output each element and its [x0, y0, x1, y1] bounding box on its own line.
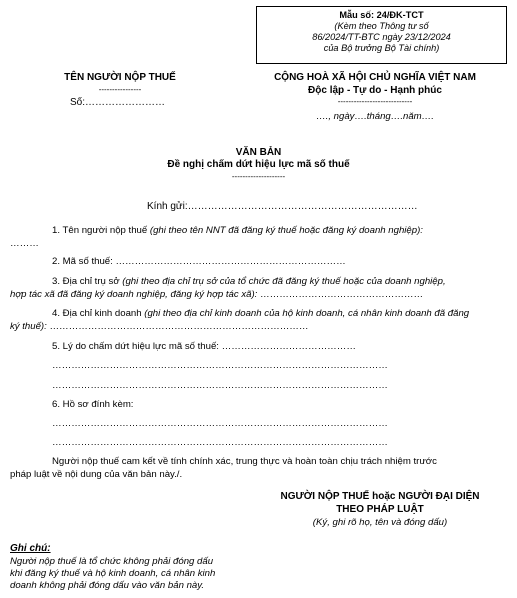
item-4-business-address — [52, 308, 469, 319]
notes-line-2: khi đăng ký thuế và hộ kinh doanh, cá nhân kinh — [10, 568, 216, 579]
notes-line-3: doanh không phải đóng dấu vào văn bản này. — [10, 580, 204, 591]
item-1-taxpayer-name — [52, 225, 423, 236]
form-code: Mẫu số: 24/ĐK-TCT — [339, 10, 424, 20]
form-legal-note-1: (Kèm theo Thông tư số — [334, 21, 429, 31]
notes-line-1: Người nộp thuế là tổ chức không phải đóng dấu — [10, 556, 214, 567]
item-4-note-2: ký thuế): — [10, 321, 47, 332]
commitment-line-1: Người nộp thuế cam kết về tính chính xác, trung thực và hoàn toàn chịu trách nhiệm trước — [52, 456, 437, 467]
item-3-headquarters-address — [52, 276, 446, 287]
item-3-label: 3. Địa chỉ trụ sở — [52, 276, 123, 287]
item-3-note-1: (ghi theo địa chỉ trụ sở của tổ chức đã đăng ký thuế hoặc của doanh nghiệp, — [122, 276, 446, 287]
motto: Độc lập - Tự do - Hạnh phúc — [308, 85, 442, 96]
item-3-dots: …………………………………………… — [257, 289, 424, 300]
item-4-continued — [10, 321, 309, 332]
title-rule: -------------------- — [231, 172, 286, 181]
signature-title-1: NGƯỜI NỘP THUẾ hoặc NGƯỜI ĐẠI DIỆN — [280, 491, 480, 502]
item-4-note-1: (ghi theo địa chỉ kinh doanh của hộ kinh doanh, cá nhân kinh doanh đã đăng — [144, 308, 470, 319]
date-line: …., ngày….tháng….năm…. — [316, 111, 434, 122]
item-6-attachments: 6. Hồ sơ đính kèm: — [52, 399, 134, 410]
item-1-label: 1. Tên người nộp thuế — [52, 225, 150, 236]
document-subtitle: Đề nghị chấm dứt hiệu lực mã số thuế — [167, 159, 350, 170]
form-legal-note-2: 86/2024/TT-BTC ngày 23/12/2024 — [312, 32, 451, 42]
item-2-tax-code: 2. Mã số thuế: ……………………………………………………………… — [52, 256, 346, 267]
signature-title-2: THEO PHÁP LUẬT — [336, 504, 424, 515]
signature-instruction: (Ký, ghi rõ họ, tên và đóng dấu) — [312, 517, 448, 528]
item-1-dots: ……… — [10, 238, 39, 249]
item-5-dotted-line-2: …………………………………………………………………………………………… — [52, 380, 388, 391]
notes-heading: Ghi chú: — [10, 543, 51, 554]
item-5-dotted-line-1: …………………………………………………………………………………………… — [52, 360, 388, 371]
form-legal-note-3: của Bộ trưởng Bộ Tài chính) — [323, 43, 440, 53]
left-header-rule: ---------------- — [98, 85, 142, 94]
country-heading: CỘNG HOÀ XÃ HỘI CHỦ NGHĨA VIỆT NAM — [274, 72, 476, 83]
item-6-dotted-line-1: …………………………………………………………………………………………… — [52, 418, 388, 429]
item-6-dotted-line-2: …………………………………………………………………………………………… — [52, 437, 388, 448]
form-code-box — [256, 6, 507, 64]
item-4-dots: ……………………………………………………………………… — [46, 321, 309, 332]
document-number: Số:…………………… — [70, 97, 166, 108]
item-5-termination-reason: 5. Lý do chấm dứt hiệu lực mã số thuế: …………………………………… — [52, 341, 356, 352]
item-3-note-2: hợp tác xã đã đăng ký doanh nghiệp, đăng ký hợp tác xã): — [10, 289, 258, 300]
right-header-rule: ---------------------------- — [337, 97, 413, 106]
commitment-line-2: pháp luật về nội dung của văn bản này./. — [10, 469, 183, 480]
document-title: VĂN BẢN — [235, 147, 282, 158]
item-3-continued — [10, 289, 423, 300]
item-4-label: 4. Địa chỉ kinh doanh — [52, 308, 145, 319]
taxpayer-name-heading: TÊN NGƯỜI NỘP THUẾ — [64, 72, 176, 83]
recipient-line: Kính gửi:…………………………………………………………… — [147, 201, 418, 212]
item-1-note: (ghi theo tên NNT đã đăng ký thuế hoặc đăng ký doanh nghiệp): — [149, 225, 423, 236]
